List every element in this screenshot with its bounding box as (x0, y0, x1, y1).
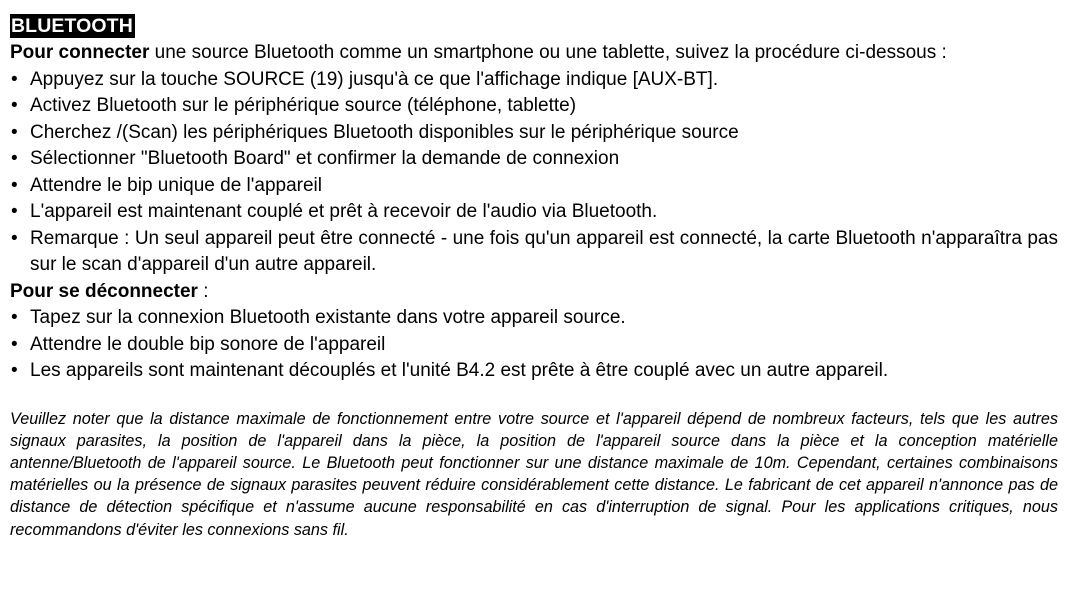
list-item (10, 146, 1058, 173)
bullet-icon: • (11, 360, 18, 381)
disconnect-step-text: Les appareils sont maintenant découplés et l'unité B4.2 est prête à être couplé avec un autre appareil. (30, 360, 889, 381)
list-item (10, 173, 1058, 200)
bullet-icon: • (11, 148, 18, 169)
bullet-icon: • (11, 333, 18, 355)
bullet-icon: • (11, 121, 18, 143)
connect-intro-text: une source Bluetooth comme un smartphone ou une tablette, suivez la procédure ci-dessous : (149, 42, 947, 63)
connect-step-text: Activez Bluetooth sur le périphérique source (téléphone, tablette) (30, 95, 577, 116)
list-item (10, 226, 1058, 279)
connect-step-text: Remarque : Un seul appareil peut être connecté - une fois qu'un appareil est connecté, la carte Bluetooth n'apparaîtra pas sur le scan d'appareil d'un autre appareil. (30, 227, 1058, 275)
connect-step-text: Attendre le bip unique de l'appareil (30, 174, 323, 196)
bullet-icon: • (11, 227, 18, 249)
range-disclaimer-note: Veuillez noter que la distance maximale de fonctionnement entre votre source et l'appareil dépend de nombreux facteurs, tels que les autres signaux parasites, la position de l'appareil dans la pièce, la position de l'appareil source dans la pièce et la conception matérielle antenne/Bluetooth de l'appareil source. Le Bluetooth peut fonctionner sur une distance maximale de 10m. Cependant, certaines combinaisons matérielles ou la présence de signaux parasites peuvent réduire considérablement cette distance. Le fabricant de cet appareil n'annonce pas de distance de détection spécifique et n'assume aucune responsabilité en cas d'interruption de signal. Pour les applications critiques, nous recommandons d'éviter les connexions sans fil. (10, 409, 1058, 539)
connect-step-text: Sélectionner "Bluetooth Board" et confirmer la demande de connexion (30, 148, 620, 169)
list-item (10, 332, 1058, 359)
list-item (10, 93, 1058, 120)
list-item (10, 67, 1058, 94)
connect-step-text: L'appareil est maintenant couplé et prêt à recevoir de l'audio via Bluetooth. (30, 201, 658, 222)
connect-steps-list (10, 67, 1058, 279)
bullet-icon: • (11, 95, 18, 116)
disconnect-intro-text: : (197, 280, 209, 302)
connect-step-text: Appuyez sur la touche SOURCE (19) jusqu'à ce que l'affichage indique [AUX-BT]. (30, 68, 719, 90)
disconnect-steps-list (10, 305, 1058, 385)
bullet-icon: • (11, 174, 18, 196)
section-heading: BLUETOOTH (11, 15, 133, 37)
disconnect-intro (10, 279, 1058, 306)
bullet-icon: • (11, 68, 18, 90)
list-item (10, 358, 1058, 385)
bullet-icon: • (11, 307, 18, 328)
disconnect-intro-bold: Pour se déconnecter (10, 280, 198, 302)
disconnect-step-text: Tapez sur la connexion Bluetooth existante dans votre appareil source. (30, 307, 626, 328)
disconnect-step-text: Attendre le double bip sonore de l'appareil (30, 333, 386, 355)
bullet-icon: • (11, 201, 18, 222)
connect-intro (10, 40, 1058, 67)
connect-intro-bold: Pour connecter (10, 42, 150, 63)
list-item (10, 199, 1058, 226)
list-item (10, 120, 1058, 147)
list-item (10, 305, 1058, 332)
connect-step-text: Cherchez /(Scan) les périphériques Bluetooth disponibles sur le périphérique source (30, 121, 739, 143)
